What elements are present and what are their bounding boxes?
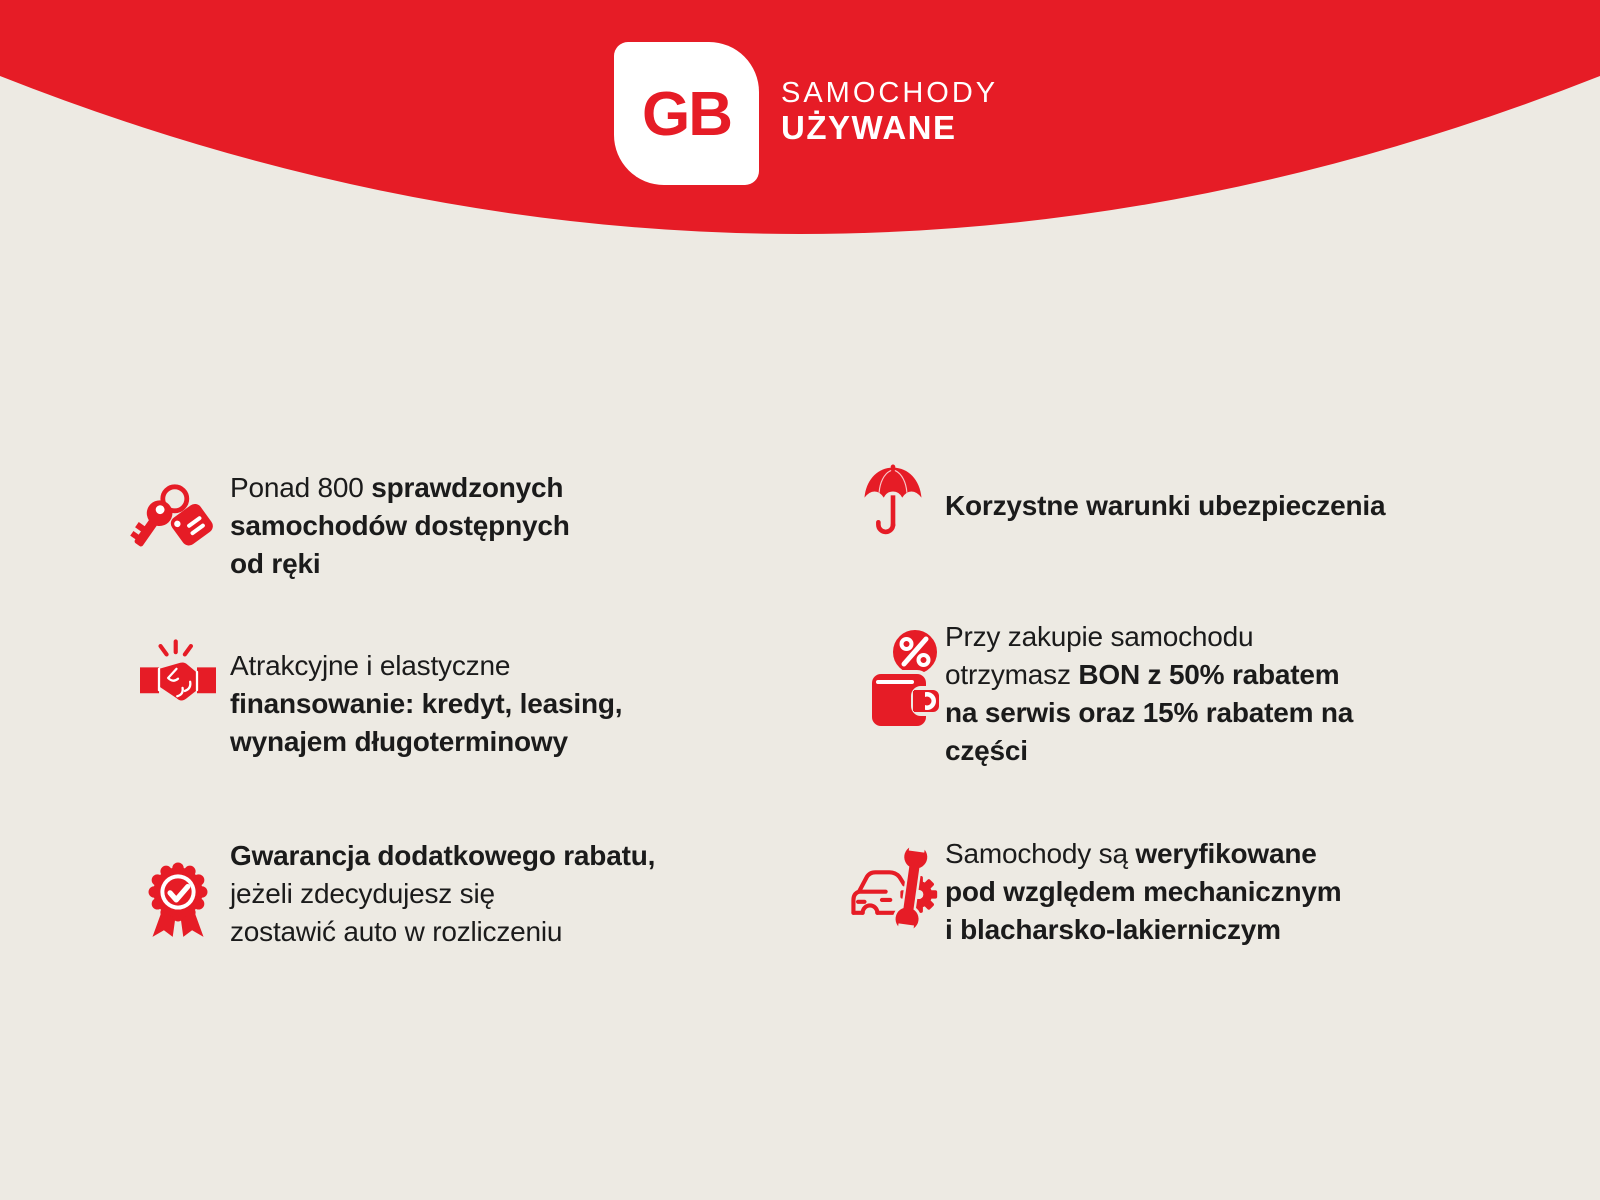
text-segment: finansowanie: kredyt, leasing, bbox=[230, 688, 623, 719]
feature-item-r3 bbox=[843, 835, 1341, 949]
handshake-icon bbox=[128, 640, 228, 716]
text-segment: na serwis oraz 15% rabatem na bbox=[945, 697, 1354, 728]
feature-text bbox=[230, 469, 570, 583]
text-segment: pod względem mechanicznym bbox=[945, 876, 1342, 907]
feature-line bbox=[230, 837, 655, 875]
text-segment: części bbox=[945, 735, 1028, 766]
text-segment: weryfikowane bbox=[1135, 838, 1317, 869]
feature-line bbox=[945, 694, 1353, 732]
text-segment: Korzystne warunki ubezpieczenia bbox=[945, 490, 1386, 521]
feature-line bbox=[945, 732, 1353, 770]
header-red-band bbox=[0, 0, 1600, 400]
feature-line bbox=[945, 487, 1385, 525]
feature-text bbox=[230, 837, 655, 951]
feature-line bbox=[945, 618, 1353, 656]
text-segment: i blacharsko-lakierniczym bbox=[945, 914, 1281, 945]
gb-logo bbox=[614, 42, 759, 185]
brand-text bbox=[781, 77, 998, 146]
brand-line1: SAMOCHODY bbox=[781, 77, 999, 109]
feature-text bbox=[230, 647, 622, 761]
text-segment: od ręki bbox=[230, 548, 321, 579]
car-service-icon bbox=[843, 842, 943, 934]
feature-line bbox=[230, 913, 655, 951]
feature-text bbox=[945, 835, 1341, 949]
feature-line bbox=[945, 835, 1341, 873]
text-segment: Samochody są bbox=[945, 838, 1136, 869]
award-badge-check-icon bbox=[128, 855, 228, 943]
feature-line bbox=[230, 723, 622, 761]
text-segment: Przy zakupie samochodu bbox=[945, 621, 1254, 652]
text-segment: zostawić auto w rozliczeniu bbox=[230, 916, 563, 947]
feature-line bbox=[230, 875, 655, 913]
text-segment: Gwarancja dodatkowego rabatu, bbox=[230, 840, 656, 871]
wallet-discount-icon bbox=[843, 626, 968, 741]
umbrella-icon bbox=[843, 463, 943, 540]
car-key-tag-icon bbox=[128, 478, 228, 558]
text-segment: samochodów dostępnych bbox=[230, 510, 570, 541]
feature-item-r2 bbox=[843, 618, 1353, 770]
text-segment: BON z 50% rabatem bbox=[1078, 659, 1340, 690]
feature-item-r1 bbox=[843, 487, 1385, 525]
text-segment: Atrakcyjne i elastyczne bbox=[230, 650, 511, 681]
text-segment: wynajem długoterminowy bbox=[230, 726, 568, 757]
feature-line bbox=[945, 873, 1341, 911]
feature-item-l1 bbox=[128, 469, 570, 583]
feature-item-l3 bbox=[128, 837, 655, 951]
feature-line bbox=[945, 656, 1353, 694]
feature-text bbox=[945, 618, 1353, 770]
feature-line bbox=[945, 911, 1341, 949]
feature-line bbox=[230, 469, 570, 507]
feature-text bbox=[945, 487, 1385, 525]
brand-line2: UŻYWANE bbox=[781, 109, 957, 146]
feature-item-l2 bbox=[128, 647, 622, 761]
text-segment: jeżeli zdecydujesz się bbox=[230, 878, 495, 909]
text-segment: Ponad 800 bbox=[230, 472, 372, 503]
feature-line bbox=[230, 647, 622, 685]
feature-line bbox=[230, 545, 570, 583]
gb-logo-text: GB bbox=[642, 80, 731, 149]
feature-line bbox=[230, 685, 622, 723]
text-segment: sprawdzonych bbox=[371, 472, 564, 503]
feature-line bbox=[230, 507, 570, 545]
text-segment: otrzymasz bbox=[945, 659, 1079, 690]
